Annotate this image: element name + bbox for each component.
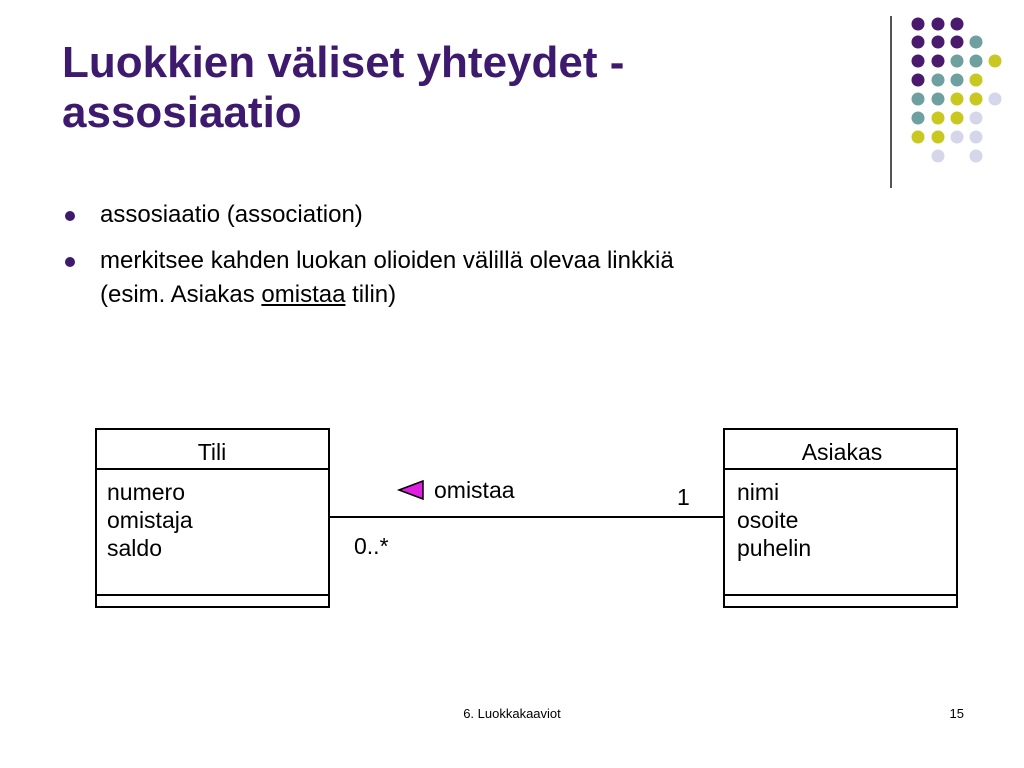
class-box-tili <box>96 429 329 607</box>
class-attribute: saldo <box>107 535 162 561</box>
class-attribute: puhelin <box>737 535 812 561</box>
class-name-asiakas: Asiakas <box>801 439 883 465</box>
bullet-text-line2-suffix: tilin) <box>345 281 397 308</box>
association-name: omistaa <box>434 477 515 503</box>
underlined-word: omistaa <box>261 281 346 308</box>
bullet-text: assosiaatio (association) <box>100 201 363 228</box>
class-box-asiakas <box>724 429 957 607</box>
footer-chapter: 6. Luokkakaaviot <box>463 706 561 721</box>
association-direction-arrow-icon <box>399 481 423 499</box>
class-name-tili: Tili <box>197 439 227 465</box>
footer-page-number: 15 <box>949 706 964 721</box>
class-attribute: osoite <box>737 507 799 533</box>
class-attribute: nimi <box>737 479 780 505</box>
slide-title: Luokkien väliset yhteydet - assosiaatio <box>62 38 625 137</box>
multiplicity-left: 0..* <box>354 533 389 559</box>
class-attribute: omistaja <box>107 507 193 533</box>
bullet-text-line2-prefix: (esim. Asiakas <box>100 281 262 308</box>
multiplicity-right: 1 <box>677 484 690 510</box>
bullet-text-line1: merkitsee kahden luokan olioiden välillä olevaa linkkiä <box>100 247 674 274</box>
class-attribute: numero <box>107 479 185 505</box>
